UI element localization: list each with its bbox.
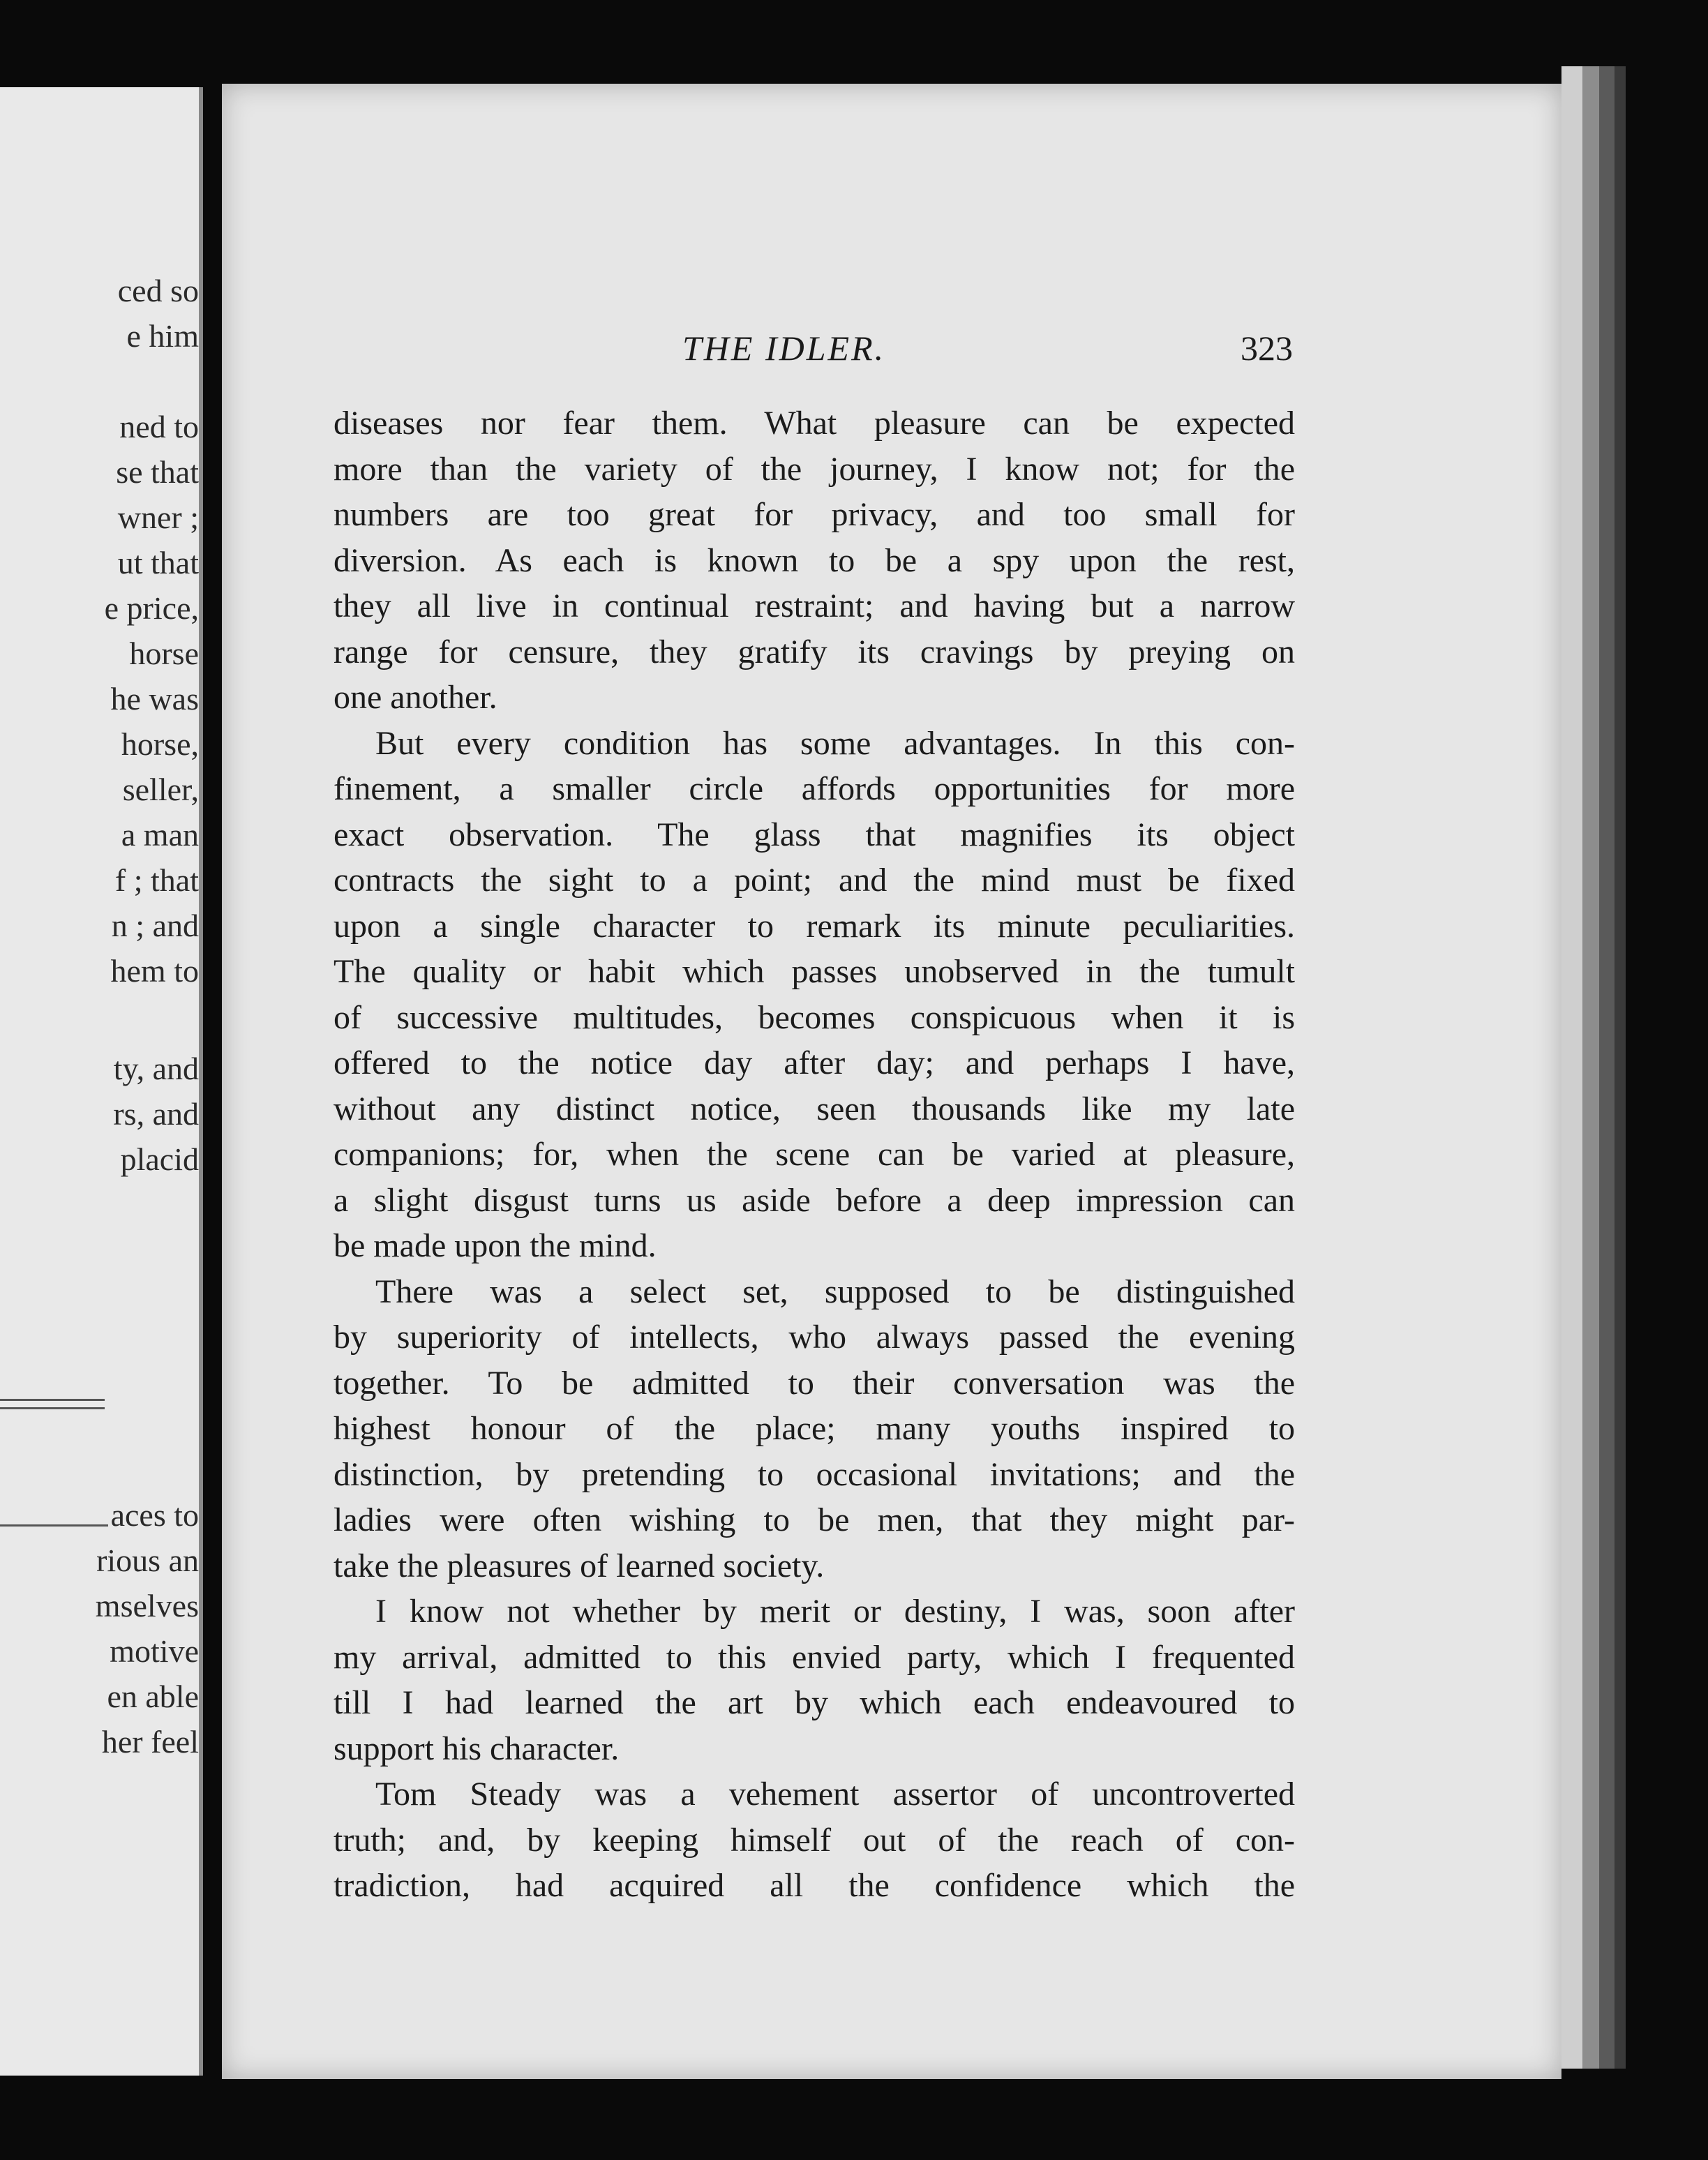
text-line: distinction, by pretending to occasional invitations; and the	[334, 1455, 1295, 1493]
page-edge-4	[1615, 66, 1626, 2069]
left-page-fragment: aces to	[110, 1497, 199, 1533]
text-line: contracts the sight to a point; and the mind must be fixed	[334, 862, 1295, 899]
page-number: 323	[1241, 329, 1293, 368]
text-line: of successive multitudes, becomes conspicuous when it is	[334, 998, 1295, 1036]
text-line: more than the variety of the journey, I know not; for the	[334, 450, 1295, 488]
page-edge-3	[1599, 66, 1615, 2069]
left-page-rule-top	[0, 1399, 105, 1401]
left-page-fragment: horse,	[121, 726, 199, 762]
text-line: tradiction, had acquired all the confidence which the	[334, 1867, 1295, 1904]
left-page-fragment: motive	[110, 1633, 199, 1669]
text-line: diseases nor fear them. What pleasure can be expected	[334, 405, 1295, 442]
left-page-fragment: se that	[116, 454, 199, 490]
left-page-fragment: mselves	[95, 1588, 199, 1623]
text-line: my arrival, admitted to this envied party, which I frequented	[334, 1638, 1295, 1676]
text-line: exact observation. The glass that magnifies its object	[334, 816, 1295, 853]
text-line: they all live in continual restraint; and having but a narrow	[334, 587, 1295, 624]
left-page-fragment: horse	[129, 636, 199, 671]
text-line: offered to the notice day after day; and perhaps I have,	[334, 1044, 1295, 1081]
text-line: a slight disgust turns us aside before a deep impression can	[334, 1181, 1295, 1219]
left-page-fragment: n ; and	[111, 908, 199, 943]
text-line: be made upon the mind.	[334, 1227, 657, 1264]
text-line: diversion. As each is known to be a spy upon the rest,	[334, 541, 1295, 579]
left-page-fragment: ty, and	[113, 1051, 199, 1086]
left-page-fragment: placid	[120, 1141, 199, 1177]
text-line: by superiority of intellects, who always passed the evening	[334, 1319, 1295, 1356]
left-page-fragment: her feel	[101, 1724, 199, 1760]
left-page-fragment: rs, and	[113, 1096, 199, 1132]
text-line: The quality or habit which passes unobserved in the tumult	[334, 953, 1295, 990]
left-page-fragment: en able	[107, 1679, 199, 1714]
text-line: There was a select set, supposed to be distinguished	[375, 1273, 1295, 1310]
left-page-fragment: ced so	[117, 273, 199, 308]
left-page-fragment: e him	[126, 318, 199, 354]
text-line: companions; for, when the scene can be varied at pleasure,	[334, 1136, 1295, 1173]
left-page-fragment: ut that	[117, 545, 199, 580]
left-page-fragment: e price,	[104, 590, 199, 626]
left-page-fragment: rious an	[96, 1543, 199, 1578]
text-line: range for censure, they gratify its cravings by preying on	[334, 633, 1295, 670]
text-line: upon a single character to remark its minute peculiarities.	[334, 907, 1295, 945]
text-line: But every condition has some advantages. In this con-	[375, 724, 1295, 762]
right-page	[222, 84, 1561, 2079]
text-line: without any distinct notice, seen thousands like my late	[334, 1090, 1295, 1127]
text-line: truth; and, by keeping himself out of the reach of con-	[334, 1821, 1295, 1859]
left-page-fragment: f ; that	[114, 862, 199, 898]
left-page-rule-bottom	[0, 1524, 108, 1527]
text-line: support his character.	[334, 1730, 620, 1767]
text-line: together. To be admitted to their conversation was the	[334, 1364, 1295, 1402]
text-line: take the pleasures of learned society.	[334, 1547, 825, 1584]
text-line: Tom Steady was a vehement assertor of uncontroverted	[375, 1776, 1295, 1813]
left-page-rule-mid	[0, 1407, 105, 1409]
text-line: finement, a smaller circle affords opportunities for more	[334, 770, 1295, 807]
left-page-fragment: wner ;	[117, 500, 199, 535]
text-line: ladies were often wishing to be men, that they might par-	[334, 1501, 1295, 1538]
left-page-fragment: seller,	[122, 772, 199, 807]
left-page-fragment: ned to	[119, 409, 199, 444]
running-head: THE IDLER.	[682, 329, 886, 368]
page-edge-2	[1582, 66, 1599, 2069]
text-line: till I had learned the art by which each endeavoured to	[334, 1684, 1295, 1721]
text-line: I know not whether by merit or destiny, I was, soon after	[375, 1593, 1295, 1630]
left-page-fragment: a man	[121, 817, 199, 853]
text-line: highest honour of the place; many youths inspired to	[334, 1410, 1295, 1447]
text-line: numbers are too great for privacy, and too small for	[334, 496, 1295, 533]
left-facing-page	[0, 87, 203, 2076]
text-line: one another.	[334, 679, 497, 716]
left-page-fragment: he was	[110, 681, 199, 717]
left-page-fragment: hem to	[110, 953, 199, 989]
page-edge-1	[1561, 66, 1582, 2069]
